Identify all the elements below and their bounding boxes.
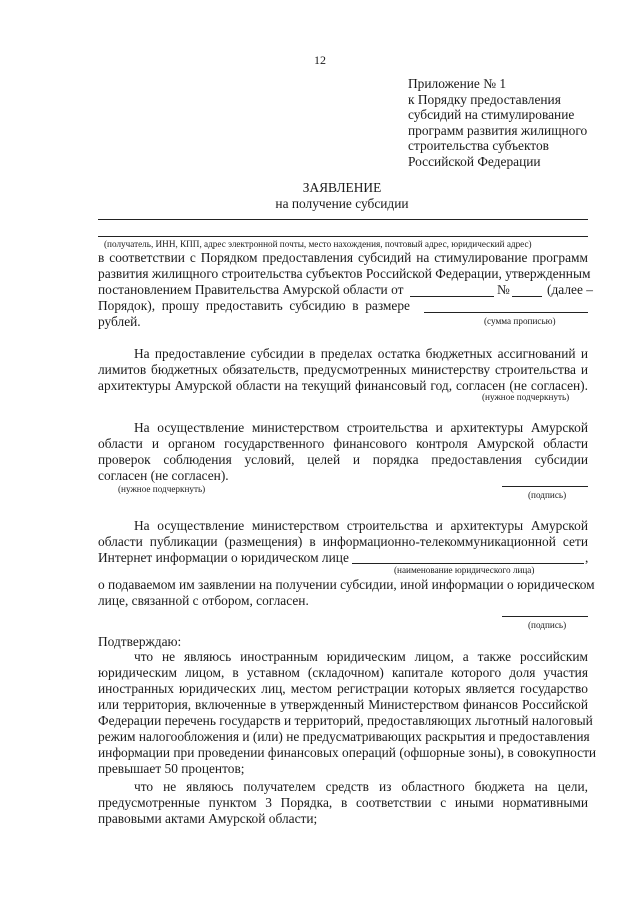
- date-blank: [410, 296, 494, 297]
- amount-blank: [424, 312, 588, 313]
- confirm-a-line: режим налогообложения и (или) не предусматривающих раскрытия и предоставления: [98, 729, 590, 744]
- p3-comma: ,: [585, 550, 589, 565]
- confirm-b-line: правовыми актами Амурской области;: [98, 811, 318, 826]
- p1-caption: (нужное подчеркнуть): [482, 392, 570, 402]
- p2-line-1: На осуществление министерством строительства и архитектуры Амурской: [134, 420, 588, 435]
- p3-name-caption: (наименование юридического лица): [394, 565, 535, 575]
- p2-signature-line: [502, 486, 588, 487]
- p2-signature-caption: (подпись): [528, 490, 567, 500]
- p2-line-4: согласен (не согласен).: [98, 468, 229, 483]
- intro-line-1: в соответствии с Порядком предоставления субсидий на стимулирование программ: [98, 250, 588, 265]
- appendix-line: строительства субъектов: [408, 138, 549, 154]
- p1-line-3: архитектуры Амурской области на текущий финансовый год, согласен (не согласен).: [98, 378, 588, 393]
- confirm-b-line: что не являюсь получателем средств из областного бюджета на цели,: [134, 779, 588, 794]
- p1-line-2: лимитов бюджетных обязательств, предусмотренных министерству строительства и: [98, 362, 588, 377]
- appendix-line: Российской Федерации: [408, 153, 541, 169]
- confirm-a-line: или территория, включенные в утвержденный Министерством финансов Российской: [98, 697, 588, 712]
- hereinafter-text: (далее –: [547, 282, 593, 297]
- p3-line-4: о подаваемом им заявлении на получении субсидии, иной информации о юридическом: [98, 577, 595, 592]
- page-number: 12: [314, 53, 326, 67]
- p3-signature-caption: (подпись): [528, 620, 567, 630]
- p2-line-3: проверок соблюдения условий, целей и порядка предоставления субсидии: [98, 452, 588, 467]
- confirm-a-line: юридическим лицом, в уставном (складочном) капитале которого доля участия: [98, 665, 588, 680]
- p3-line-5: лице, связанной с отбором, согласен.: [98, 593, 309, 608]
- confirm-b-line: предусмотренные пунктом 3 Порядка, в соответствии с иными нормативными: [98, 795, 588, 810]
- p2-line-2: области и органом государственного финансового контроля Амурской области: [98, 436, 588, 451]
- p3-signature-line: [502, 616, 588, 617]
- confirm-a-line: иностранных юридических лиц, местом регистрации которых является государство: [98, 681, 588, 696]
- appendix-line: программ развития жилищного: [408, 122, 588, 138]
- intro-line-2: развития жилищного строительства субъектов Российской Федерации, утвержденным: [98, 266, 591, 281]
- intro-line-3: постановлением Правительства Амурской области от: [98, 282, 404, 297]
- confirm-a-line: превышает 50 процентов;: [98, 761, 245, 776]
- number-sign: №: [497, 282, 510, 297]
- confirm-a-line: информации при проведении финансовых операций (офшорные зоны), в совокупности: [98, 745, 597, 760]
- applicant-line-1: [98, 219, 588, 220]
- p3-line-3: Интернет информации о юридическом лице: [98, 550, 349, 565]
- intro-line-5: рублей.: [98, 314, 141, 329]
- number-blank: [512, 296, 542, 297]
- confirm-a-line: Федерации перечень государств и территорий, предоставляющих льготный налоговый: [98, 713, 593, 728]
- p2-caption: (нужное подчеркнуть): [118, 484, 206, 494]
- document-title: ЗАЯВЛЕНИЕ: [302, 180, 382, 195]
- p3-name-blank: [352, 563, 584, 564]
- intro-line-4: Порядок), прошу предоставить субсидию в размере: [98, 298, 410, 313]
- amount-caption: (сумма прописью): [484, 316, 556, 326]
- document-subtitle: на получение субсидии: [275, 196, 409, 211]
- applicant-caption: (получатель, ИНН, КПП, адрес электронной почты, место нахождения, почтовый адрес, юридический адрес): [104, 239, 532, 249]
- appendix-block: [408, 76, 628, 170]
- p3-line-1: На осуществление министерством строительства и архитектуры Амурской: [134, 518, 588, 533]
- appendix-line: Приложение № 1: [408, 76, 507, 91]
- p1-line-1: На предоставление субсидии в пределах остатка бюджетных ассигнований и: [134, 346, 588, 361]
- applicant-line-2: [98, 236, 588, 237]
- appendix-line: субсидий на стимулирование: [408, 107, 575, 123]
- appendix-line: к Порядку предоставления: [408, 91, 561, 107]
- p3-line-2: области публикации (размещения) в информационно-телекоммуникационной сети: [98, 534, 588, 549]
- confirm-a-line: что не являюсь иностранным юридическим лицом, а также российским: [134, 649, 588, 664]
- confirm-heading: Подтверждаю:: [98, 634, 182, 649]
